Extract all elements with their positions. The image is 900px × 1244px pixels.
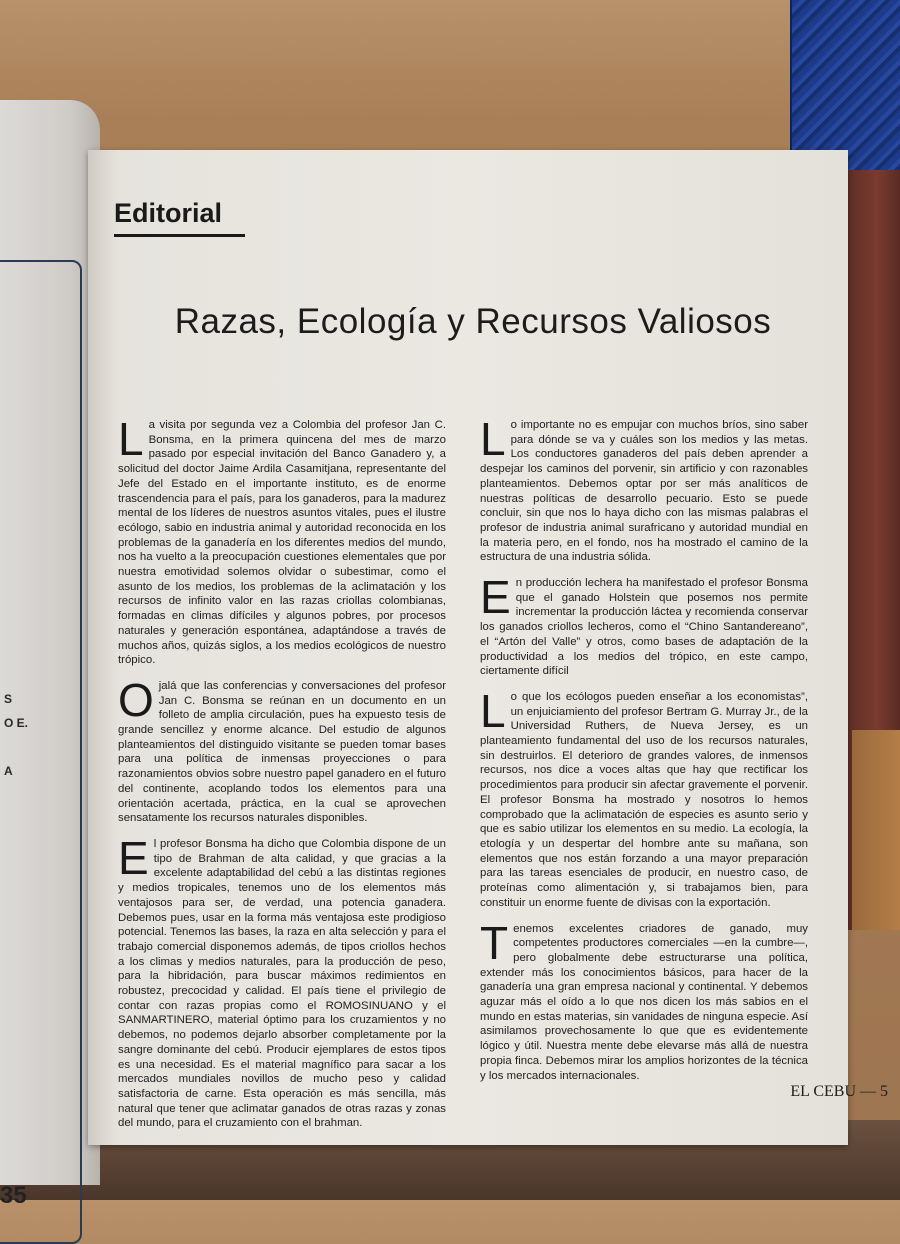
drop-cap: E bbox=[118, 831, 149, 884]
drop-cap: L bbox=[118, 413, 144, 465]
paragraph bbox=[118, 831, 446, 1131]
magazine-page bbox=[88, 150, 848, 1145]
paragraph-text: a visita por segunda vez a Colombia del profesor Jan C. Bonsma, en la primera quincena del mes de marzo pasado por especial invitación del Banco Ganadero y, a solicitud del doctor Jaime Ardila Casamitjana, representante del Jefe del Estado en el importante instituto, es de enorme trascendencia para el país, para los ganaderos, para la madurez mental de los líderes de nuestros asuntos vitales, pues el ilustre ecólogo, sabio en industria animal y autoridad reconocida en los problemas de la ganadería en los diferentes medios del mundo, nos ha vuelto a la preocupación cuestiones elementales que por nuestra emotividad solemos olvidar o subestimar, como el asunto de los medios, los problemas de la aclimatación y los recursos de infinito valor en las razas criollas colombianas, formadas en climas difíciles y algunos pobres, por procesos naturales y generación espontánea, adaptándose a través de muchos años, quizás siglos, a los medios ecológicos de nuestro trópico. bbox=[118, 419, 446, 667]
previous-page bbox=[0, 100, 100, 1209]
paragraph bbox=[118, 673, 446, 826]
drop-cap: T bbox=[480, 916, 509, 969]
previous-page-fragment: O E. bbox=[4, 716, 29, 730]
article-headline: Razas, Ecología y Recursos Valiosos bbox=[174, 302, 772, 341]
section-label: Editorial bbox=[114, 198, 223, 228]
paragraph-text: enemos excelentes criadores de ganado, muy competentes productores comerciales —en la cumbre—, pero globalmente debe estructurarse una política, extender más los conocimientos básicos, para hacer de la ganadería una gran empresa nacional y continental. Y debemos aguzar más el oído a lo que nos dicen los más sabios en el mundo en estas materias, sin vanidades de ninguna especie. Así asimilamos provechosamente lo que que es evidentemente lógico y útil. Nuestra mente debe elevarse más allá de nuestra propia finca. Debemos mirar los amplios horizontes de la técnica y los mercados internacionales. bbox=[480, 922, 809, 1082]
paragraph bbox=[480, 684, 808, 911]
paragraph bbox=[118, 413, 446, 668]
right-column bbox=[480, 413, 809, 1094]
previous-page-fragment: S bbox=[4, 692, 13, 706]
paragraph-text: n producción lechera ha manifestado el profesor Bonsma que el ganado Holstein que posemos nos permite incrementar la producción láctea y recomienda conservar los ganados criollos lecheros, como el “Chino Santandereano”, el “Artón del Valle” y otros, como bases de adaptación de la productividad a los medios del trópico, en este campo, ciertamente difícil bbox=[480, 577, 808, 678]
paragraph-text: o que los ecólogos pueden enseñar a los economistas”, un enjuiciamiento del profesor Bertram G. Murray Jr., de la Universidad Ruthers, de Nueva Jersey, es un planteamiento fundamental del uso de los recursos naturales, sin destruirlos. El deterioro de grandes valores, de inmensos recursos, nos dice a voces altas que hay que rectificar los procedimientos para producir sin afectar gravemente el porvenir. El profesor Bonsma ha mostrado y nosotros lo hemos comprobado que la aclimatación de especies es asunto serio y que es sabio utilizar los elementos en su medio. La ecología, la etología y un despertar del hombre ante su mañana, son elementos que nos están forzando a una mayor preparación para las tareas esenciales de producir, en nuestro caso, de proteínas como alimentación y, si trabajamos bien, para constituir un enorme fuente de divisas con la exportación. bbox=[480, 690, 808, 909]
drop-cap: E bbox=[480, 571, 511, 624]
paragraph-text: l profesor Bonsma ha dicho que Colombia dispone de un tipo de Brahman de alta calidad, y que gracias a la excelente adaptabilidad del cebú a las distintas regiones y medios tropicales, tenemos uno de los elementos más ventajosos para ser, de verdad, una potencia ganadera. Debemos pues, usar en la forma más ventajosa este prodigioso potencial. Tenemos las bases, la raza en alta selección y para el trabajo comercial disponemos además, de tipos criollos hechos a los climas y medios naturales, para la producción de peso, para la hibridación, para buscar máximos redimientos en robustez, precocidad y calidad. El país tiene el privilegio de contar con razas propias como el ROMOSINUANO y el SANMARTINERO, material óptimo para los cruzamientos y no debemos, no podemos dejarlo absorber completamente por la sangre dominante del cebú. Producir ejemplares de estos tipos es una necesidad. Es el material magnífico para sacar a los mercados mundiales novillos de mucho peso y calidad satisfactoria de carne. Esta operación es más sencilla, más natural que tener que aclimatar ganados de otras razas y zonas del mundo, para el cruzamiento con el brahman. bbox=[118, 837, 446, 1130]
section-underline bbox=[114, 234, 245, 237]
paragraph-text: jalá que las conferencias y conversaciones del profesor Jan C. Bonsma se reúnan en un documento en un folleto de amplia circulación, pues ha expuesto tesis de grande sencillez y enorme alcance. Del estudio de algunos planteamientos del distinguido visitante se pueden tomar bases para una política de inmensas proyecciones o para razonamientos obvios sobre nuestro papel ganadero en el futuro del continente, acoplando todos los elementos para una orientación acertada, práctica, en la cual se aprovechen sensatamente los recursos naturales disponibles. bbox=[118, 679, 446, 825]
left-column bbox=[118, 413, 446, 1142]
drop-cap: O bbox=[118, 673, 154, 726]
page-footer: EL CEBU — 5 bbox=[790, 1083, 888, 1100]
wood-block bbox=[852, 730, 900, 930]
previous-page-number: 35 bbox=[0, 1182, 27, 1209]
paragraph bbox=[480, 413, 808, 565]
drop-cap: L bbox=[480, 413, 506, 465]
previous-page-fragment: A bbox=[4, 764, 13, 778]
paragraph bbox=[480, 916, 809, 1084]
previous-page-frame bbox=[0, 260, 82, 1244]
paragraph bbox=[480, 571, 808, 679]
drop-cap: L bbox=[480, 684, 506, 737]
paragraph-text: o importante no es empujar con muchos bríos, sino saber para dónde se va y cuáles son los medios y las metas. Los conductores ganaderos del país deben aprender a despejar los caminos del porvenir, sin artificio y con razonables planteamientos. Debemos optar por ser más analíticos de nuestras políticas de desarrollo pecuario. Esto se puede concluir, sin que nos lo haya dicho con las mismas palabras el profesor de industria animal surafricano y autoridad mundial en la materia pero, en el fondo, nos ha mostrado el camino de la estructura de una industria sólida. bbox=[480, 419, 808, 564]
